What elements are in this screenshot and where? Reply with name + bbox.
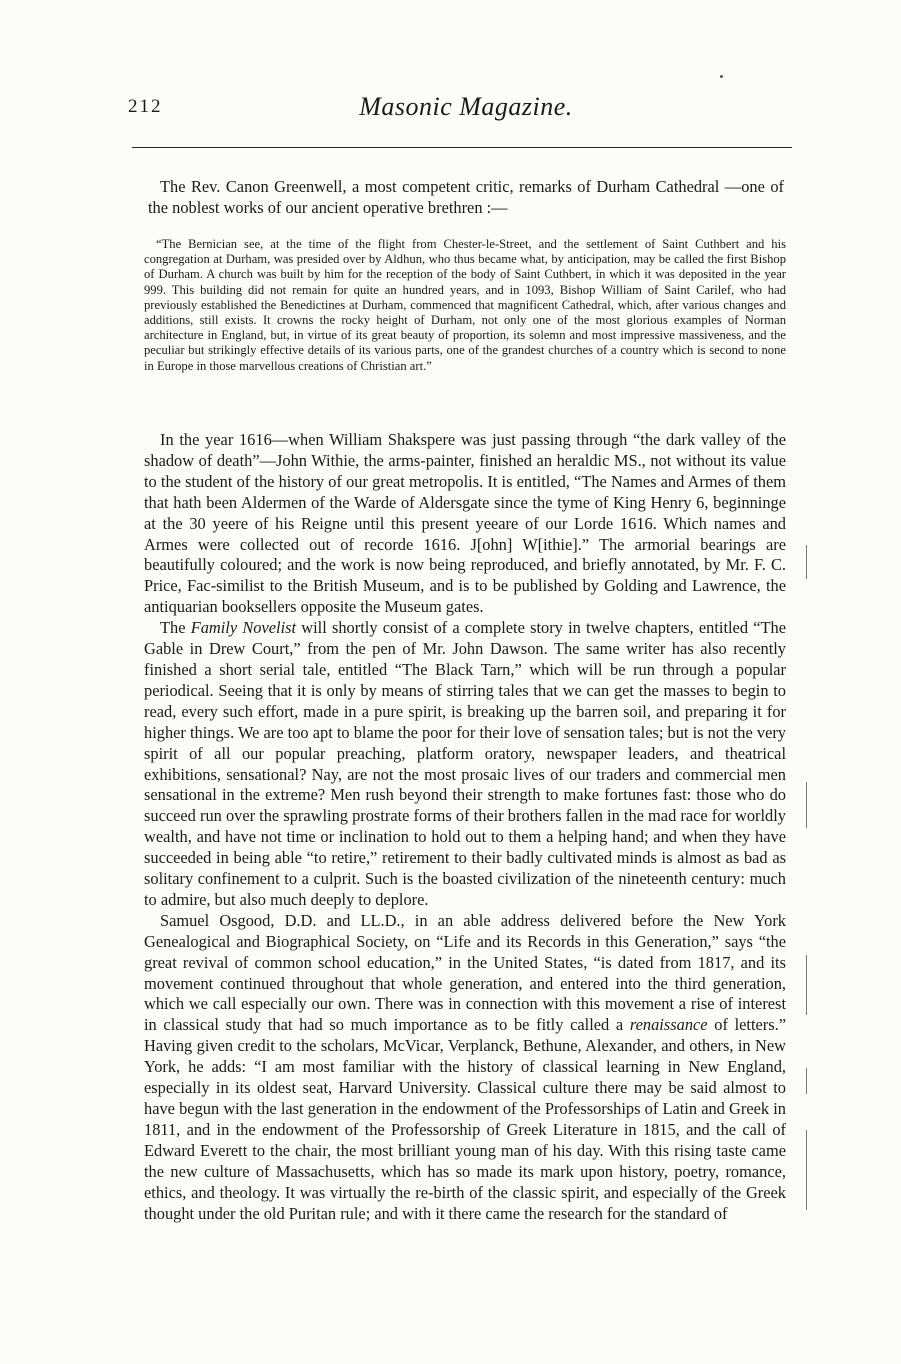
margin-mark [806,782,807,828]
text-run: The [160,618,191,638]
margin-mark [806,955,807,1015]
italic-term: renaissance [629,1015,708,1035]
running-title: Masonic Magazine. [359,92,573,121]
italic-title: Family Novelist [190,618,297,638]
page-number: 212 [128,96,163,117]
paragraph-family-novelist [144,618,786,911]
article-body [144,430,786,1224]
page [128,0,786,1364]
paragraph-osgood-address [144,911,786,1225]
margin-mark [806,1130,807,1210]
page-header [128,92,784,128]
paragraph-withie-manuscript: In the year 1616—when William Shakspere was just passing through “the dark valley of the shadow of death”—John Withie, the arms-painter, finished an heraldic MS., not without its value to the student of the history of our great metropolis. It is entitled, “The Names and Armes of them that hath been Aldermen of the Warde of Aldersgate since the tyme of King Henry 6, beginninge at the 30 yeere of his Reigne until this present yeeare of our Lorde 1616. Which names and Armes were collected out of recorde 1616. J[ohn] W[ithie].” The armorial bearings are beautifully coloured; and the work is now being reproduced, and briefly annotated, by Mr. F. C. Price, Fac-similist to the British Museum, and is to be published by Golding and Lawrence, the antiquarian booksellers opposite the Museum gates. [144,430,786,617]
margin-mark [806,545,807,579]
header-rule [132,147,792,148]
intro-paragraph: The Rev. Canon Greenwell, a most competent critic, remarks of Durham Cathedral —one of the noblest works of our ancient operative brethren :— [148,177,784,217]
block-quote: “The Bernician see, at the time of the flight from Chester-le-Street, and the settlement of Saint Cuthbert and his congregation at Durham, was presided over by Aldhun, who thus became what, by anticipation, may be called the first Bishop of Durham. A church was built by him for the reception of the body of Saint Cuthbert, in which it was deposited in the year 999. This building did not remain for quite an hundred years, and in 1093, Bishop William of Saint Carilef, who had previously established the Benedictines at Durham, commenced that magnificent Cathedral, which, after various changes and additions, still exists. It crowns the rocky height of Durham, not only one of the most glorious examples of Norman architecture in England, but, in virtue of its great beauty of proportion, its solemn and most impressive massiveness, and the peculiar but strikingly effective details of its various parts, one of the grandest churches of a country which is second to none in Europe in those marvellous creations of Christian art.” [144,237,786,373]
text-run: will shortly consist of a complete story in twelve chapters, entitled “The Gable in Drew Court,” from the pen of Mr. John Dawson. The same writer has also recently finished a short serial tale, entitled “The Black Tarn,” which will be run through a popular periodical. Seeing that it is only by means of stirring tales that we can get the masses to begin to read, every such effort, made in a pure spirit, is breaking up the barren soil, and preparing it for higher things. We are too apt to blame the poor for their love of sensation tales; but is not the very spirit of all our popular preaching, platform oratory, newspaper leaders, and theatrical exhibitions, sensational? Nay, are not the most prosaic lives of our traders and commercial men sensational in the extreme? Men rush beyond their strength to make fortunes fast: those who do succeed run over the sprawling prostrate forms of their brothers fallen in the mad race for worldly wealth, and have not time or inclination to hold out to them a helping hand; and when they have succeeded in being able “to retire,” retirement to their badly cultivated minds is almost as bad as solitary confinement to a culprit. Such is the boasted civilization of the nineteenth century: much to admire, but also much deeply to deplore. [144,618,786,909]
text-run: of letters.” Having given credit to the scholars, McVicar, Verplanck, Bethune, Alexander, and others, in New York, he adds: “I am most familiar with the history of classical learning in New England, especially in its oldest seat, Harvard University. Classical culture there may be said almost to have begun with the last generation in the endowment of the Professorships of Latin and Greek in 1811, and in the endowment of the Professorship of Greek Literature in 1815, and the call of Edward Everett to the chair, the most brilliant young man of his day. With this rising taste came the new culture of Massachusetts, which has so made its mark upon history, poetry, romance, ethics, and theology. It was virtually the re-birth of the classic spirit, and especially of the Greek thought under the old Puritan rule; and with it there came the research for the standard of [144,1015,786,1223]
text-run: Samuel Osgood, D.D. and LL.D., in an able address delivered before the New York Genealogical and Biographical Society, on “Life and its Records in this Generation,” says “the great revival of common school education,” in the United States, “is dated from 1817, and its movement continued throughout that whole generation, and entered into the third generation, which we call especially our own. There was in connection with this movement a rise of interest in classical study that had so much importance as to be fitly called a [144,910,786,1035]
margin-mark [806,1068,807,1094]
